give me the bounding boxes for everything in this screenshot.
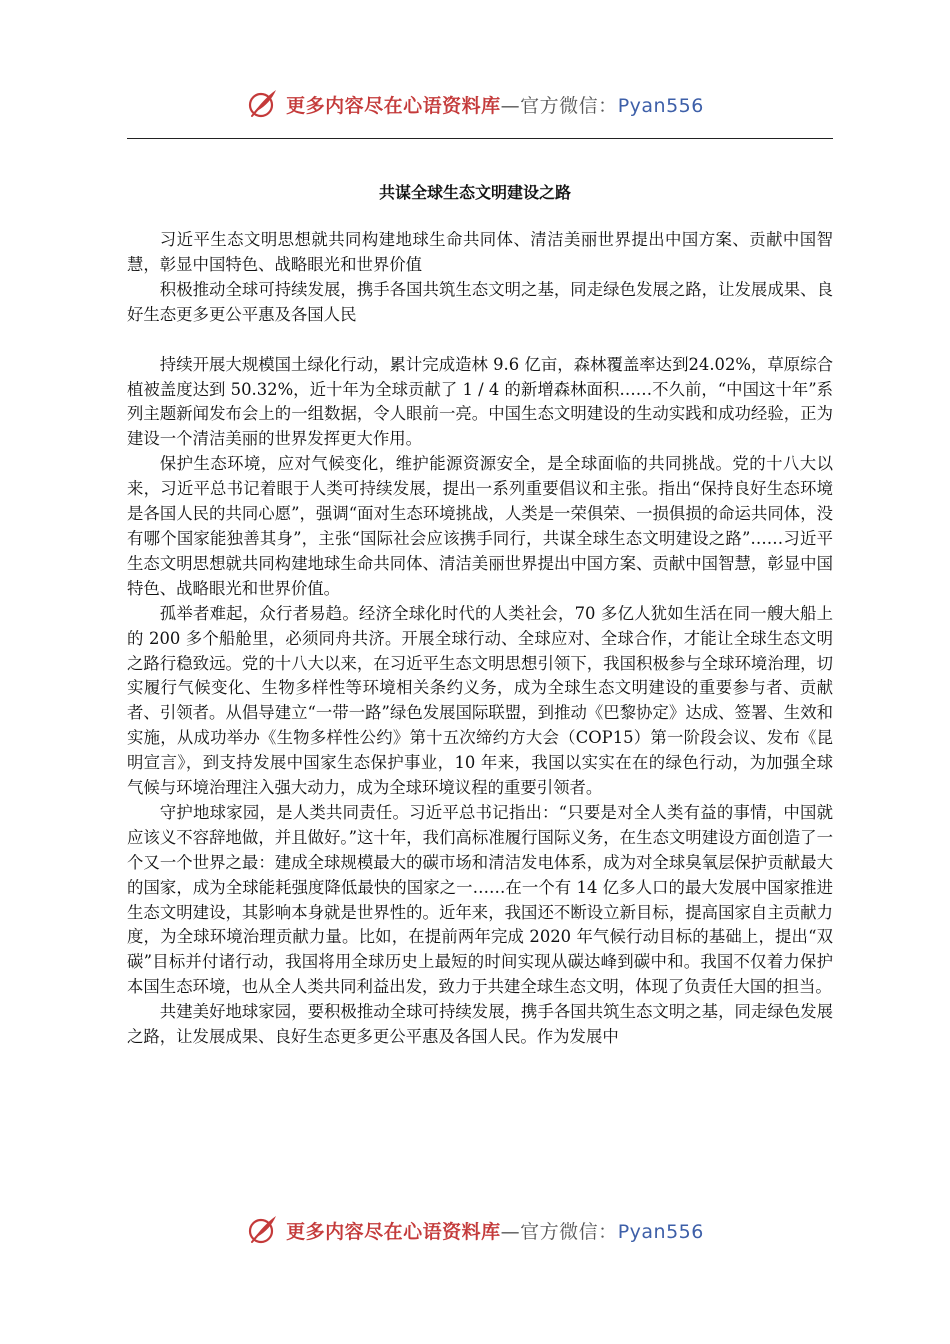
footer-site-name: 更多内容尽在心语资料库	[286, 1220, 501, 1243]
lead-paragraph: 积极推动全球可持续发展，携手各国共筑生态文明之基，同走绿色发展之路，让发展成果、良好生态更多更公平惠及各国人民	[127, 279, 833, 324]
body-paragraph: 共建美好地球家园，要积极推动全球可持续发展，携手各国共筑生态文明之基，同走绿色发展之路，让发展成果、良好生态更多更公平惠及各国人民。作为发展中	[127, 1002, 833, 1047]
banner-wechat-id: Pyan556	[617, 94, 704, 117]
header-banner	[0, 84, 950, 124]
body-paragraph: 守护地球家园，是人类共同责任。习近平总书记指出：“只要是对全人类有益的事情，中国就应该义不容辞地做，并且做好。”这十年，我们高标准履行国际义务，在生态文明建设方面创造了一个又一个世界之最：建成全球规模最大的碳市场和清洁发电体系，成为对全球臭氧层保护贡献最大的国家，成为全球能耗强度降低最快的国家之一……在一个有 14 亿多人口的最大发展中国家推进生态文明建设，其影响本身就是世界性的。近年来，我国还不断设立新目标，提高国家自主贡献力度，为全球环境治理贡献力量。比如，在提前两年完成 2020 年气候行动目标的基础上，提出“双碳”目标并付诸行动，我国将用全球历史上最短的时间实现从碳达峰到碳中和。我国不仅着力保护本国生态环境，也从全人类共同利益出发，致力于共建全球生态文明，体现了负责任大国的担当。	[127, 802, 833, 997]
article-title: 共谋全球生态文明建设之路	[378, 183, 571, 202]
footer-wechat-label: —官方微信：	[500, 1220, 618, 1243]
body-paragraph: 保护生态环境，应对气候变化，维护能源资源安全，是全球面临的共同挑战。党的十八大以来，习近平总书记着眼于人类可持续发展，提出一系列重要倡议和主张。指出“保持良好生态环境是各国人民的共同心愿”，强调“面对生态环境挑战，人类是一荣俱荣、一损俱损的命运共同体，没有哪个国家能独善其身”，主张“国际社会应该携手同行，共谋全球生态文明建设之路”……习近平生态文明思想就共同构建地球生命共同体、清洁美丽世界提出中国方案、贡献中国智慧，彰显中国特色、战略眼光和世界价值。	[127, 454, 833, 598]
footer-wechat-id: Pyan556	[617, 1220, 704, 1243]
quill-logo-icon	[246, 1213, 280, 1247]
footer-banner	[0, 1210, 950, 1250]
lead-paragraph: 习近平生态文明思想就共同构建地球生命共同体、清洁美丽世界提出中国方案、贡献中国智慧，彰显中国特色、战略眼光和世界价值	[127, 230, 833, 274]
banner-site-name: 更多内容尽在心语资料库	[286, 94, 501, 117]
banner-wechat-label: —官方微信：	[500, 94, 618, 117]
body-paragraph: 孤举者难起，众行者易趋。经济全球化时代的人类社会，70 多亿人犹如生活在同一艘大船上的 200 多个船舱里，必须同舟共济。开展全球行动、全球应对、全球合作，才能让全球生态文明之路行稳致远。党的十八大以来，在习近平生态文明思想引领下，我国积极参与全球环境治理，切实履行气候变化、生物多样性等环境相关条约义务，成为全球生态文明建设的重要参与者、贡献者、引领者。从倡导建立“一带一路”绿色发展国际联盟，到推动《巴黎协定》达成、签署、生效和实施，从成功举办《生物多样性公约》第十五次缔约方大会（COP15）第一阶段会议、发布《昆明宣言》，到支持发展中国家生态保护事业，10 年来，我国以实实在在的绿色行动，为加强全球气候与环境治理注入强大动力，成为全球环境议程的重要引领者。	[127, 603, 833, 798]
article-body	[127, 228, 833, 1050]
header-divider	[127, 138, 833, 139]
quill-logo-icon	[246, 87, 280, 121]
body-paragraph: 持续开展大规模国土绿化行动，累计完成造林 9.6 亿亩，森林覆盖率达到24.02%，草原综合植被盖度达到 50.32%，近十年为全球贡献了 1 / 4 的新增森林面积……不久前，“中国这十年”系列主题新闻发布会上的一组数据，令人眼前一亮。中国生态文明建设的生动实践和成功经验，正为建设一个清洁美丽的世界发挥更大作用。	[127, 354, 833, 449]
